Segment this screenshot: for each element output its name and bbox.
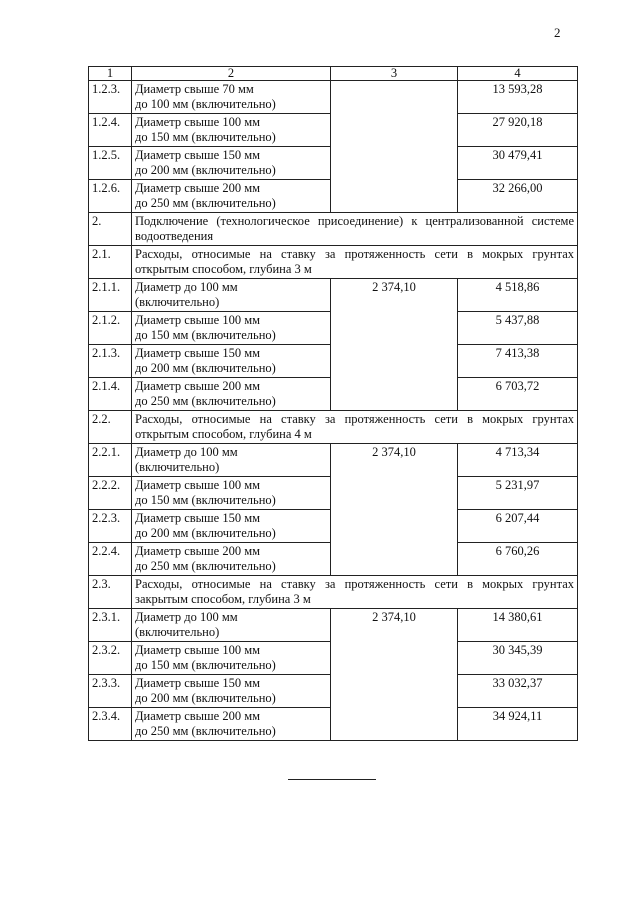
row-description <box>132 312 331 345</box>
row-number: 1.2.3. <box>89 81 132 114</box>
row-value: 33 032,37 <box>458 675 578 708</box>
description-line: Диаметр свыше 70 мм <box>135 82 254 96</box>
description-line: до 150 мм (включительно) <box>135 658 276 672</box>
description-line: до 250 мм (включительно) <box>135 724 276 738</box>
row-description <box>132 444 331 477</box>
row-value: 4 713,34 <box>458 444 578 477</box>
row-description <box>132 510 331 543</box>
rate-cell: 2 374,10 <box>331 279 458 411</box>
row-number: 2.3.4. <box>89 708 132 741</box>
description-line: Диаметр свыше 200 мм <box>135 181 261 195</box>
tariff-table <box>88 66 578 741</box>
row-description <box>132 609 331 642</box>
description-line: Диаметр свыше 200 мм <box>135 709 261 723</box>
row-value: 30 479,41 <box>458 147 578 180</box>
description-line: Диаметр свыше 100 мм <box>135 115 261 129</box>
row-description <box>132 81 331 114</box>
description-line: до 150 мм (включительно) <box>135 493 276 507</box>
description-line: до 200 мм (включительно) <box>135 691 276 705</box>
row-value: 5 437,88 <box>458 312 578 345</box>
row-value: 4 518,86 <box>458 279 578 312</box>
description-line: (включительно) <box>135 460 220 474</box>
description-line: Диаметр свыше 100 мм <box>135 313 261 327</box>
table-row <box>89 444 578 477</box>
description-line: Диаметр свыше 150 мм <box>135 148 261 162</box>
row-number: 2.2.1. <box>89 444 132 477</box>
row-description <box>132 147 331 180</box>
row-number: 2.1.1. <box>89 279 132 312</box>
row-description <box>132 543 331 576</box>
row-description <box>132 642 331 675</box>
rate-cell: 2 374,10 <box>331 444 458 576</box>
description-line: до 200 мм (включительно) <box>135 361 276 375</box>
row-description <box>132 180 331 213</box>
row-value: 13 593,28 <box>458 81 578 114</box>
row-number: 2.1.3. <box>89 345 132 378</box>
row-description <box>132 708 331 741</box>
description-line: до 200 мм (включительно) <box>135 163 276 177</box>
table-row <box>89 279 578 312</box>
empty-rate-cell <box>331 81 458 213</box>
row-description <box>132 114 331 147</box>
row-value: 6 703,72 <box>458 378 578 411</box>
group-title: Расходы, относимые на ставку за протяженность сети в мокрых грунтах открытым способом, глубина 4 м <box>132 411 578 444</box>
end-separator-line <box>288 779 376 780</box>
row-description <box>132 345 331 378</box>
row-value: 27 920,18 <box>458 114 578 147</box>
group-number: 2.2. <box>89 411 132 444</box>
description-line: до 250 мм (включительно) <box>135 394 276 408</box>
group-number: 2.3. <box>89 576 132 609</box>
table-header-row <box>89 67 578 81</box>
group-row <box>89 576 578 609</box>
section-title: Подключение (технологическое присоединение) к централизованной системе водоотведения <box>132 213 578 246</box>
column-header: 2 <box>132 67 331 81</box>
description-line: (включительно) <box>135 295 220 309</box>
description-line: Диаметр до 100 мм <box>135 280 238 294</box>
row-description <box>132 279 331 312</box>
row-value: 6 207,44 <box>458 510 578 543</box>
row-value: 32 266,00 <box>458 180 578 213</box>
column-header: 3 <box>331 67 458 81</box>
group-number: 2.1. <box>89 246 132 279</box>
column-header: 4 <box>458 67 578 81</box>
row-number: 2.3.3. <box>89 675 132 708</box>
description-line: Диаметр свыше 200 мм <box>135 544 261 558</box>
column-header: 1 <box>89 67 132 81</box>
group-row <box>89 411 578 444</box>
table-row <box>89 81 578 114</box>
row-number: 2.2.3. <box>89 510 132 543</box>
row-value: 30 345,39 <box>458 642 578 675</box>
description-line: Диаметр свыше 150 мм <box>135 511 261 525</box>
description-line: Диаметр свыше 150 мм <box>135 676 261 690</box>
row-number: 2.3.2. <box>89 642 132 675</box>
rate-cell: 2 374,10 <box>331 609 458 741</box>
row-value: 34 924,11 <box>458 708 578 741</box>
row-number: 2.2.2. <box>89 477 132 510</box>
group-title: Расходы, относимые на ставку за протяженность сети в мокрых грунтах закрытым способом, глубина 3 м <box>132 576 578 609</box>
row-description <box>132 675 331 708</box>
row-number: 1.2.5. <box>89 147 132 180</box>
row-value: 5 231,97 <box>458 477 578 510</box>
description-line: Диаметр свыше 100 мм <box>135 643 261 657</box>
row-number: 1.2.6. <box>89 180 132 213</box>
description-line: до 200 мм (включительно) <box>135 526 276 540</box>
section-row <box>89 213 578 246</box>
group-row <box>89 246 578 279</box>
section-number: 2. <box>89 213 132 246</box>
row-number: 2.3.1. <box>89 609 132 642</box>
description-line: (включительно) <box>135 625 220 639</box>
description-line: до 150 мм (включительно) <box>135 130 276 144</box>
description-line: Диаметр свыше 150 мм <box>135 346 261 360</box>
row-number: 2.1.4. <box>89 378 132 411</box>
row-number: 1.2.4. <box>89 114 132 147</box>
description-line: до 250 мм (включительно) <box>135 196 276 210</box>
description-line: Диаметр свыше 200 мм <box>135 379 261 393</box>
row-description <box>132 477 331 510</box>
description-line: до 250 мм (включительно) <box>135 559 276 573</box>
row-value: 6 760,26 <box>458 543 578 576</box>
description-line: Диаметр до 100 мм <box>135 445 238 459</box>
row-description <box>132 378 331 411</box>
row-value: 14 380,61 <box>458 609 578 642</box>
page-number: 2 <box>554 25 561 40</box>
description-line: Диаметр свыше 100 мм <box>135 478 261 492</box>
row-value: 7 413,38 <box>458 345 578 378</box>
row-number: 2.1.2. <box>89 312 132 345</box>
row-number: 2.2.4. <box>89 543 132 576</box>
description-line: до 100 мм (включительно) <box>135 97 276 111</box>
group-title: Расходы, относимые на ставку за протяженность сети в мокрых грунтах открытым способом, глубина 3 м <box>132 246 578 279</box>
description-line: до 150 мм (включительно) <box>135 328 276 342</box>
description-line: Диаметр до 100 мм <box>135 610 238 624</box>
table-row <box>89 609 578 642</box>
